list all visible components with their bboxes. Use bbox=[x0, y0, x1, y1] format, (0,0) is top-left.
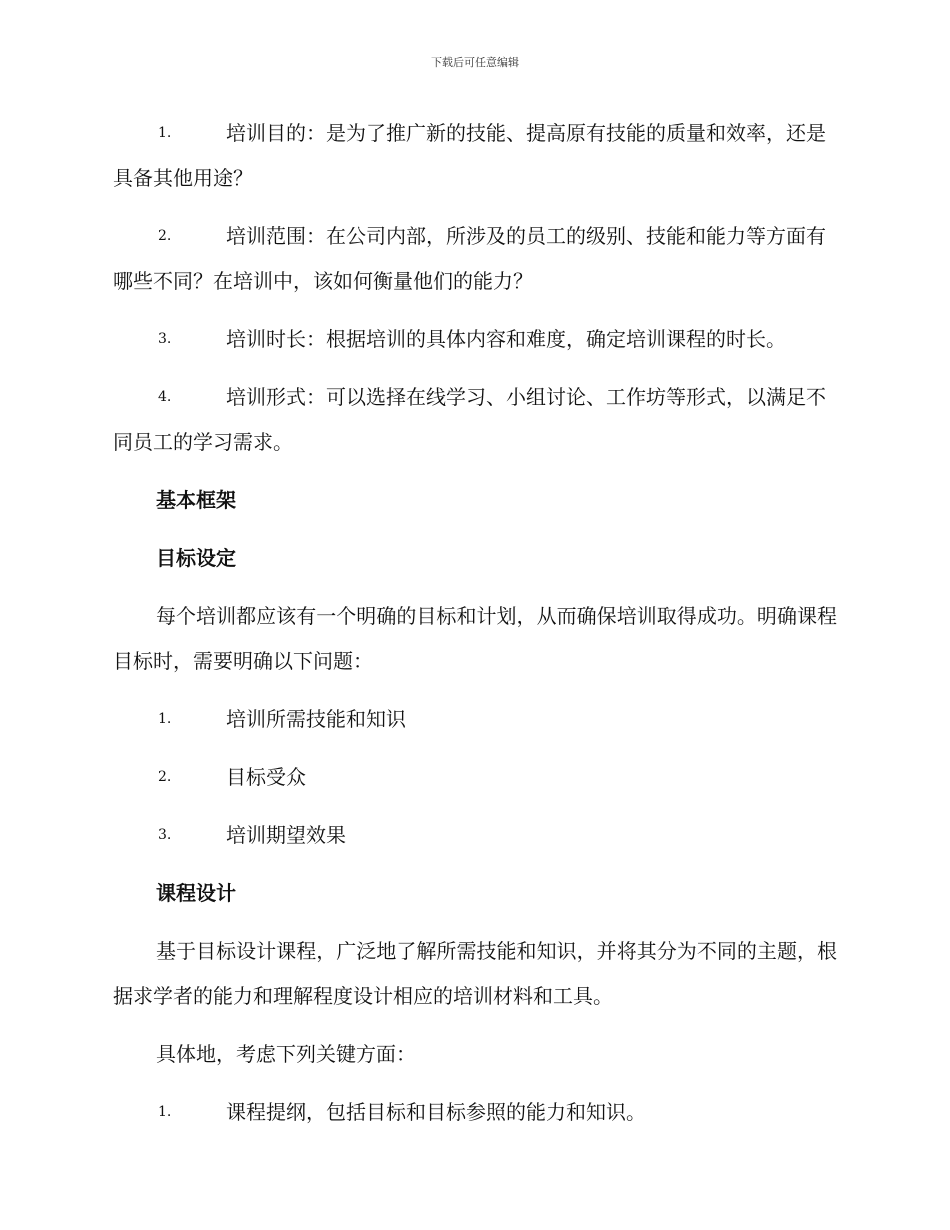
list-text: 培训目的：是为了推广新的技能、提高原有技能的质量和效率，还是具备其他用途？ bbox=[113, 121, 826, 190]
list-item bbox=[113, 755, 837, 800]
paragraph-course: 基于目标设计课程，广泛地了解所需技能和知识，并将其分为不同的主题，根据求学者的能力和理解程度设计相应的培训材料和工具。 bbox=[113, 939, 837, 1008]
list-text: 培训形式：可以选择在线学习、小组讨论、工作坊等形式，以满足不同员工的学习需求。 bbox=[113, 385, 826, 454]
list-text: 培训期望效果 bbox=[226, 823, 346, 847]
list-number: 4. bbox=[158, 389, 172, 405]
list-number: 2. bbox=[158, 769, 172, 785]
list-item bbox=[113, 317, 837, 362]
list-number: 1. bbox=[158, 1104, 172, 1120]
section-heading-goal: 目标设定 bbox=[156, 546, 236, 570]
list-item bbox=[113, 813, 837, 858]
list-text: 目标受众 bbox=[226, 765, 306, 789]
list-number: 3. bbox=[158, 331, 172, 347]
section-heading-course: 课程设计 bbox=[156, 881, 236, 905]
list-text: 课程提纲，包括目标和目标参照的能力和知识。 bbox=[226, 1100, 646, 1124]
list-number: 2. bbox=[158, 228, 172, 244]
list-number: 1. bbox=[158, 125, 172, 141]
list-item bbox=[113, 111, 837, 201]
document-body bbox=[113, 111, 837, 1148]
list-item bbox=[113, 214, 837, 304]
paragraph-goal: 每个培训都应该有一个明确的目标和计划，从而确保培训取得成功。明确课程目标时，需要明确以下问题： bbox=[113, 604, 837, 673]
paragraph-aspects: 具体地，考虑下列关键方面： bbox=[156, 1042, 416, 1066]
list-text: 培训范围：在公司内部，所涉及的员工的级别、技能和能力等方面有哪些不同？在培训中，该如何衡量他们的能力？ bbox=[113, 224, 826, 293]
list-item bbox=[113, 1090, 837, 1135]
list-item bbox=[113, 375, 837, 465]
section-heading-framework: 基本框架 bbox=[156, 488, 236, 512]
page-header-note: 下载后可任意编辑 bbox=[431, 56, 519, 69]
list-text: 培训时长：根据培训的具体内容和难度，确定培训课程的时长。 bbox=[226, 327, 786, 351]
list-text: 培训所需技能和知识 bbox=[226, 707, 406, 731]
list-item bbox=[113, 697, 837, 742]
list-number: 1. bbox=[158, 711, 172, 727]
list-number: 3. bbox=[158, 827, 172, 843]
